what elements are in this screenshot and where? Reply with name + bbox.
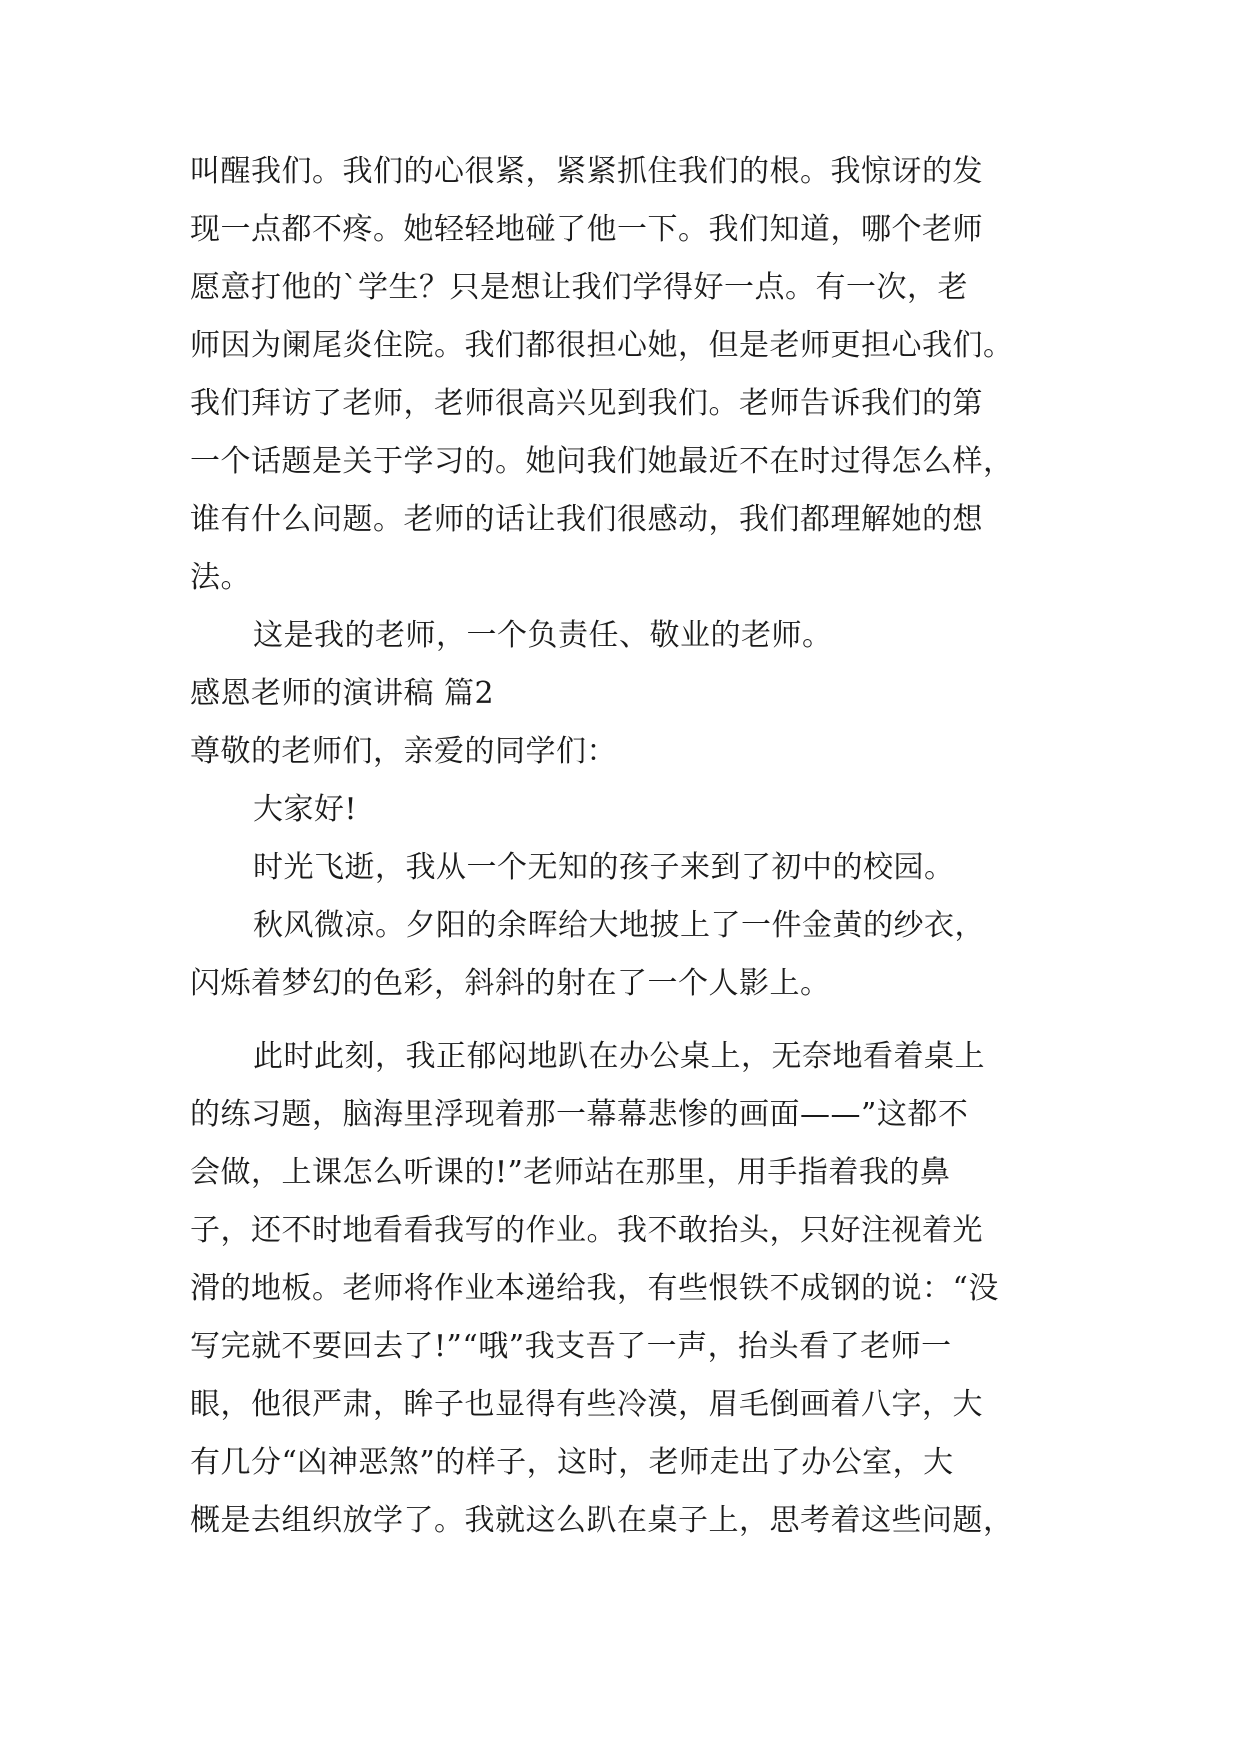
paragraph-line: 滑的地板。老师将作业本递给我，有些恨铁不成钢的说：“没	[190, 1271, 999, 1306]
paragraph-line: 秋风微凉。夕阳的余晖给大地披上了一件金黄的纱衣，	[253, 908, 985, 943]
greeting: 大家好!	[253, 792, 358, 827]
paragraph-line: 此时此刻，我正郁闷地趴在办公桌上，无奈地看着桌上	[253, 1039, 985, 1074]
paragraph-line: 谁有什么问题。老师的话让我们很感动，我们都理解她的想	[190, 502, 983, 537]
paragraph-line: 概是去组织放学了。我就这么趴在桌子上，思考着这些问题，	[190, 1503, 1014, 1538]
paragraph-line: 会做，上课怎么听课的!”老师站在那里，用手指着我的鼻	[190, 1155, 951, 1190]
paragraph-line: 叫醒我们。我们的心很紧，紧紧抓住我们的根。我惊讶的发	[190, 154, 983, 189]
paragraph-line: 这是我的老师，一个负责任、敬业的老师。	[253, 618, 833, 653]
paragraph-line: 愿意打他的`学生？只是想让我们学得好一点。有一次，老	[190, 270, 968, 305]
paragraph-line: 法。	[190, 560, 251, 595]
paragraph-line: 眼，他很严肃，眸子也显得有些冷漠，眉毛倒画着八字，大	[190, 1387, 983, 1422]
salutation: 尊敬的老师们，亲爱的同学们：	[190, 734, 617, 769]
paragraph-line: 闪烁着梦幻的色彩，斜斜的射在了一个人影上。	[190, 966, 831, 1001]
paragraph-line: 有几分“凶神恶煞”的样子，这时，老师走出了办公室，大	[190, 1445, 954, 1480]
paragraph-line: 一个话题是关于学习的。她问我们她最近不在时过得怎么样，	[190, 444, 1014, 479]
paragraph-line: 时光飞逝，我从一个无知的孩子来到了初中的校园。	[253, 850, 955, 885]
paragraph-line: 现一点都不疼。她轻轻地碰了他一下。我们知道，哪个老师	[190, 212, 983, 247]
paragraph-line: 我们拜访了老师，老师很高兴见到我们。老师告诉我们的第	[190, 386, 983, 421]
paragraph-line: 的练习题，脑海里浮现着那一幕幕悲惨的画面——”这都不	[190, 1097, 969, 1132]
section-heading: 感恩老师的演讲稿 篇2	[190, 676, 495, 711]
paragraph-line: 师因为阑尾炎住院。我们都很担心她，但是老师更担心我们。	[190, 328, 1014, 363]
paragraph-line: 子，还不时地看看我写的作业。我不敢抬头，只好注视着光	[190, 1213, 983, 1248]
paragraph-line: 写完就不要回去了!”“哦”我支吾了一声，抬头看了老师一	[190, 1329, 952, 1364]
